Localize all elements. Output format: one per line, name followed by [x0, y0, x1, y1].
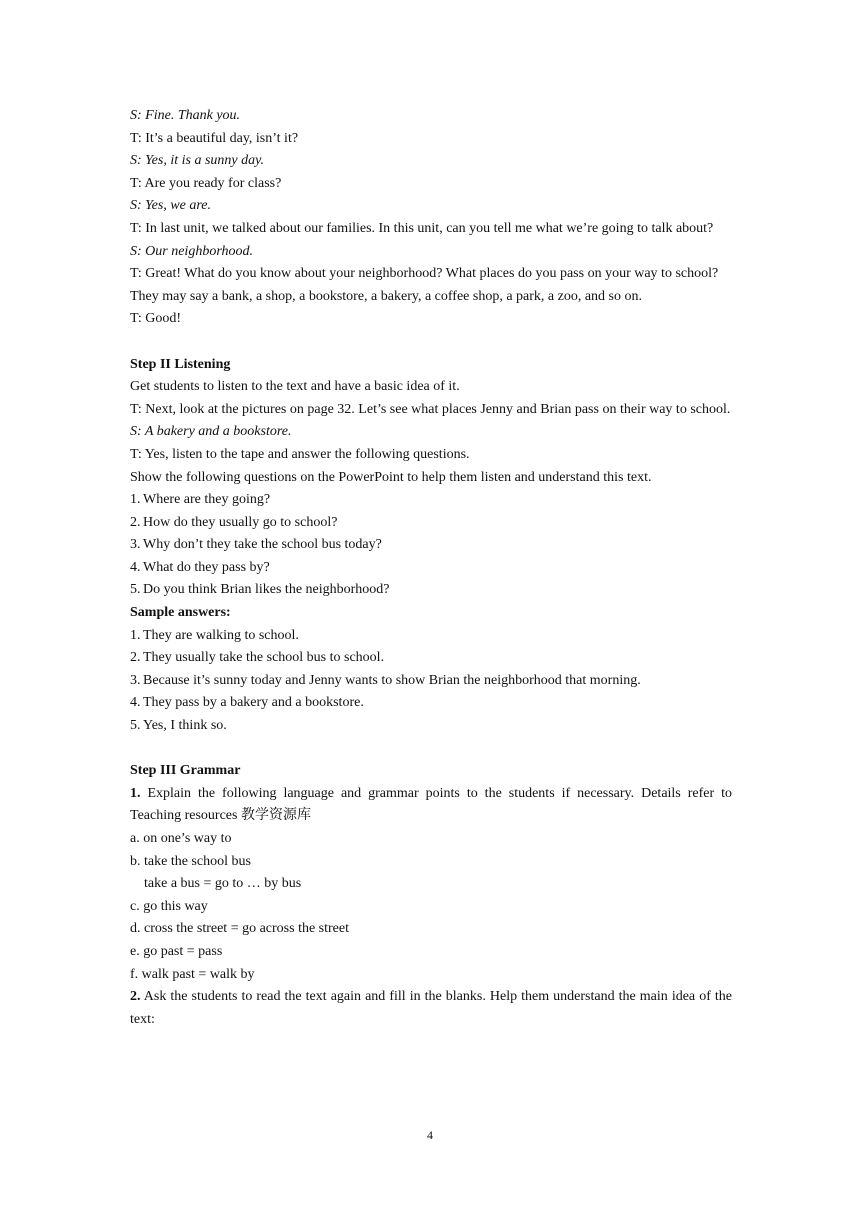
list-item: 1. Where are they going?: [130, 492, 271, 508]
dialogue-line: T: Yes, listen to the tape and answer the following questions.: [130, 446, 470, 462]
paragraph: Show the following questions on the PowerPoint to help them listen and understand this text.: [130, 469, 652, 485]
dialogue-line: T: Good!: [130, 311, 182, 327]
grammar-point: take a bus = go to … by bus: [144, 876, 302, 892]
grammar-point: f. walk past = walk by: [130, 966, 255, 982]
grammar-point: b. take the school bus: [130, 853, 251, 869]
list-item: 2. They usually take the school bus to school.: [130, 650, 385, 666]
sub-heading: Sample answers:: [130, 605, 231, 621]
grammar-point: d. cross the street = go across the street: [130, 921, 349, 937]
list-item: 5. Yes, I think so.: [130, 718, 227, 734]
dialogue-line: T: Are you ready for class?: [130, 175, 282, 191]
document-body: [130, 105, 732, 1031]
paragraph: Get students to listen to the text and have a basic idea of it.: [130, 379, 460, 395]
dialogue-line: T: It’s a beautiful day, isn’t it?: [130, 130, 299, 146]
page-number: 4: [427, 1128, 433, 1142]
list-item: 4. They pass by a bakery and a bookstore.: [130, 695, 364, 711]
step-listening-section: [130, 354, 732, 738]
list-item: 3. Why don’t they take the school bus today?: [130, 537, 382, 553]
dialogue-section: [130, 105, 732, 331]
list-item: 2. How do they usually go to school?: [130, 514, 338, 530]
dialogue-line: T: Next, look at the pictures on page 32. Let’s see what places Jenny and Brian pass on their way to school.: [130, 401, 731, 417]
dialogue-line: S: Yes, it is a sunny day.: [130, 153, 265, 169]
paragraph: 2. Ask the students to read the text again and fill in the blanks. Help them understand the main idea of the text:: [130, 989, 732, 1027]
dialogue-line: T: In last unit, we talked about our families. In this unit, can you tell me what we’re going to talk about?: [130, 220, 714, 236]
list-item: 4. What do they pass by?: [130, 559, 270, 575]
list-item: 5. Do you think Brian likes the neighborhood?: [130, 582, 390, 598]
paragraph: 1. Explain the following language and grammar points to the students if necessary. Details refer to Teaching resources 教学资源库: [130, 785, 732, 824]
answer-list: [130, 625, 732, 738]
dialogue-line: S: Yes, we are.: [130, 198, 212, 214]
spacer: [130, 738, 732, 761]
dialogue-line: S: A bakery and a bookstore.: [130, 424, 292, 440]
list-item: 3. Because it’s sunny today and Jenny wants to show Brian the neighborhood that morning.: [130, 672, 641, 688]
dialogue-line: S: Our neighborhood.: [130, 243, 254, 259]
dialogue-line: S: Fine. Thank you.: [130, 108, 241, 123]
grammar-point: c. go this way: [130, 898, 208, 914]
section-heading: Step III Grammar: [130, 763, 241, 779]
dialogue-line: T: Great! What do you know about your neighborhood? What places do you pass on your way to school?: [130, 266, 719, 282]
question-list: [130, 489, 732, 602]
list-item: 1. They are walking to school.: [130, 627, 299, 643]
grammar-point: e. go past = pass: [130, 943, 223, 959]
dialogue-line: They may say a bank, a shop, a bookstore, a bakery, a coffee shop, a park, a zoo, and so on.: [130, 288, 642, 304]
grammar-point: a. on one’s way to: [130, 831, 232, 846]
spacer: [130, 331, 732, 354]
step-grammar-section: [130, 760, 732, 1031]
section-heading: Step II Listening: [130, 356, 231, 372]
